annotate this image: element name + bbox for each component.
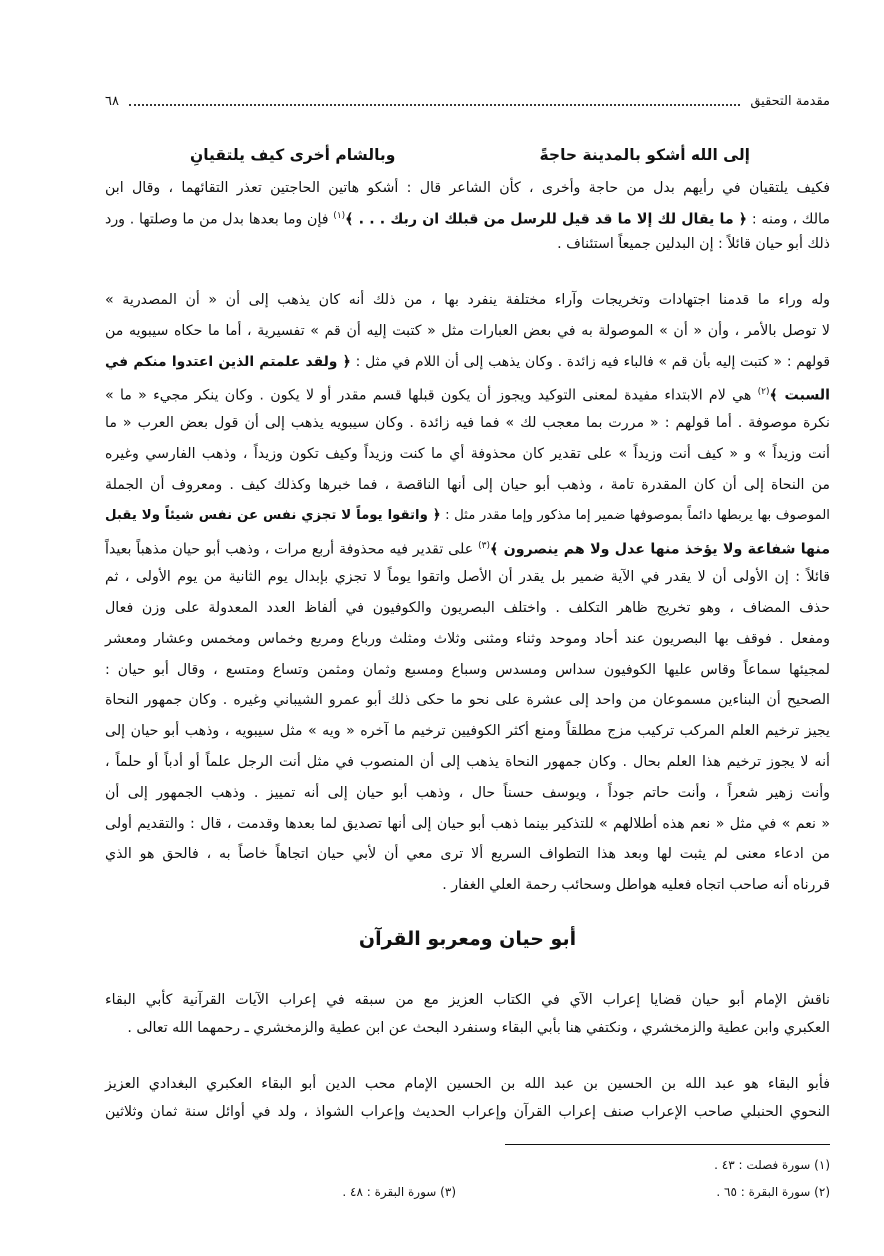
running-header: [105, 90, 830, 112]
text-line: [105, 627, 830, 651]
text-line: [105, 842, 830, 866]
quran-quote: ﴿ ما يقال لك إلا ما قد قيل للرسل من قبلك ان ربك . . . ﴾: [345, 211, 748, 228]
text-run: وأنت زهير شعراً ، وأنت حاتم جوداً ، ويوسف حسناً حال ، وذهب أبو حيان إلى أنه تمييز . وذهب الجمهور إلى أن: [105, 784, 830, 801]
text-run: مالك ، ومنه :: [747, 211, 830, 228]
text-line: [105, 1100, 830, 1124]
running-title: مقدمة التحقيق: [750, 93, 830, 109]
text-line: [105, 1016, 830, 1040]
text-run: وله وراء ما قدمنا اجتهادات وتخريجات وآراء مختلفة ينفرد بها ، من ذلك أنه كان يذهب إلى أن « أن المصدرية »: [105, 292, 830, 308]
quran-quote: ﴿ ولقد علمتم الذين اعتدوا منكم في: [105, 353, 351, 370]
footnote-marker: (٢): [757, 387, 770, 398]
leader-dots: [129, 96, 740, 106]
quran-quote: منها شفاعة ولا يؤخذ منها عدل ولا هم ينصرون ﴾: [489, 542, 830, 559]
text-line: [105, 534, 830, 558]
text-run: فكيف يلتقيان في رأيهم بدل من حاجة وأخرى ، كأن الشاعر قال : أشكو هاتين الحاجتين تعذر التقائهما ، وقال ابن: [105, 180, 830, 196]
text-line: [105, 688, 830, 712]
quran-quote: ﴿ واتقوا يوماً لا تجزي نفس عن نفس شيئاً ولا يقبل: [105, 507, 441, 523]
text-line: [105, 350, 830, 374]
text-line: [105, 442, 830, 466]
text-run: قررناه أنه صاحب اتجاه فعليه هواطل وسحائب رحمة العلي الغفار .: [442, 877, 830, 894]
text-line: [105, 750, 830, 774]
text-line: [105, 1072, 830, 1096]
text-line: [105, 596, 830, 620]
footnote-2: (٢) سورة البقرة : ٦٥ .: [716, 1185, 830, 1199]
quran-quote: السبت ﴾: [769, 388, 830, 405]
footnote-separator: [505, 1144, 830, 1145]
section-heading: أبو حيان ومعربو القرآن: [358, 928, 577, 950]
text-line: [105, 232, 830, 256]
text-run: ذلك أبو حيان قائلاً : إن البدلين جميعاً استئناف .: [557, 236, 830, 252]
footnote-marker: (٣): [478, 541, 490, 552]
footnote-1: (١) سورة فصلت : ٤٣ .: [714, 1158, 830, 1172]
text-run: هي لام الابتداء مفيدة لمعنى التوكيد ويجوز أن يكون قبلها قسم مقدر أو لا يكون . وكان ينكر مجيء « ما »: [105, 388, 758, 405]
text-run: النحوي الحنبلي صاحب الإعراب صنف إعراب القرآن وإعراب الحديث وإعراب الشواذ ، ولد في أوائل سنة ثمان وثلاثين: [105, 1104, 830, 1120]
text-line: [105, 319, 830, 343]
text-run: لا توصل بالأمر ، وأن « أن » الموصولة به في بعض العبارات مثل « كتبت إليه أن قم » تفسيرية ، أما ما حكاه سيبويه من: [105, 322, 830, 339]
text-line: [105, 176, 830, 200]
text-line: [105, 204, 830, 228]
text-run: لمجيئها سماعاً وقاس عليها الكوفيون سداس ومسدس وسباع ومسبع وثمان ومثمن وتساع ومتسع ، وقال أبو حيان :: [105, 661, 830, 678]
text-line: [105, 812, 830, 836]
text-line: [105, 988, 830, 1012]
text-run: من النحاة إلى أن كان المقدرة تامة ، وذهب أبو حيان إلى أنها الناقصة ، فما خبرها وكذلك كيف . ومعروف أن الجملة: [105, 476, 830, 493]
text-run: ومفعل . فوقف بها البصريون عند أحاد وموحد وثناء ومثنى وثلاث ومثلث ورباع ومربع وخماس ومخمس وعشار ومعشر: [105, 630, 830, 647]
text-run: يجيز ترخيم العلم المركب تركيب مزج مطلقاً ومنع أكثر الكوفيين ترخيم ما آخره « ويه » مثل سيبويه ، وذهب أبو حيان إلى: [105, 723, 830, 740]
text-run: العكبري وابن عطية والزمخشري ، ونكتفي هنا بأبي البقاء وسنفرد البحث عن ابن عطية والزمخشري ـ رحمهما الله تعالى .: [127, 1020, 830, 1036]
text-line: [105, 504, 830, 528]
text-line: [105, 565, 830, 589]
text-run: قائلاً : إن الأولى أن لا يقدر في الآية ضمير بل يقدر أن الأصل واتقوا يوماً لا تجزي بإبدال يوم الثانية من يوم الأولى ، ثم: [105, 569, 830, 586]
text-line: [105, 658, 830, 682]
text-line: [105, 873, 830, 897]
text-run: الموصوف بها يربطها دائماً بموصوفها ضمير إما مذكور وإما مقدر مثل :: [440, 507, 830, 523]
text-run: نكرة موصوفة . أما قولهم : « مررت بما معجب لك » فما فيه زائدة . وكان سيبويه يذهب إلى أن قول بعض العرب « ما: [105, 415, 830, 432]
footnote-marker: (١): [333, 211, 346, 221]
text-line: [105, 411, 830, 435]
text-run: قولهم : « كتبت إليه بأن قم » فالباء فيه زائدة . وكان يذهب إلى أن اللام في مثل :: [350, 353, 831, 370]
text-run: فإن وما بعدها بدل من ما وصلتها . ورد: [105, 211, 334, 228]
text-run: حذف المضاف ، وهو تخريج ظاهر التكلف . واختلف البصريون والكوفيون في ألفاظ العدد المعدولة على وزن فعال: [105, 600, 830, 616]
verse-first-hemistich: إلى الله أشكو بالمدينة حاجةً: [539, 146, 750, 164]
verse-second-hemistich: وبالشام أخرى كيف يلتقيانِ: [190, 146, 396, 164]
text-run: أنه لا يجوز ترخيم هذا العلم بحال . وكان جمهور النحاة يذهب إلى أن المنصوب في مثل أنت الرجل علماً أو أدباً أو حلماً ،: [105, 754, 830, 770]
text-run: على تقدير فيه محذوفة أربع مرات ، وذهب أبو حيان مذهباً بعيداً: [105, 542, 479, 559]
page-number: ٦٨: [105, 93, 119, 109]
text-line: [105, 288, 830, 312]
text-run: « نعم » في مثل « نعم هذه أطلالهم » للتذكير بينما ذهب أبو حيان إلى أنها تصديق لما بعدها وقدمت ، قال : والتقديم أولى: [105, 815, 830, 832]
text-run: الصحيح أن البناءين مسموعان من واحد إلى عشرة على نحو ما حكى ذلك أبو عمرو الشيباني وغيره . وكان جمهور النحاة: [105, 692, 830, 709]
text-line: [105, 380, 830, 404]
poetry-verse: [190, 146, 750, 164]
footnote-3: (٣) سورة البقرة : ٤٨ .: [342, 1185, 456, 1199]
text-run: فأبو البقاء هو عبد الله بن الحسين بن عبد الله بن الحسين الإمام محب الدين أبو البقاء العكبري البغدادي العزيز: [105, 1076, 830, 1092]
text-line: [105, 473, 830, 497]
text-run: ناقش الإمام أبو حيان قضايا إعراب الآي في الكتاب العزيز مع من سبقه في إعراب الآيات القرآنية كأبي البقاء: [105, 992, 830, 1008]
text-run: من ادعاء معنى لم يثبت لها وبعد هذا التطواف السريع ألا ترى معي أن لأبي حيان اتجاهاً خاصاً به ، فالحق هو الذي: [105, 846, 830, 863]
text-line: [105, 719, 830, 743]
text-line: [105, 781, 830, 805]
text-run: أنت وزيداً » و « كيف أنت وزيداً » على تقدير كان محذوفة أي ما كنت وزيداً وكيف تكون وزيداً ، وذهب الفارسي وغيره: [105, 446, 830, 462]
